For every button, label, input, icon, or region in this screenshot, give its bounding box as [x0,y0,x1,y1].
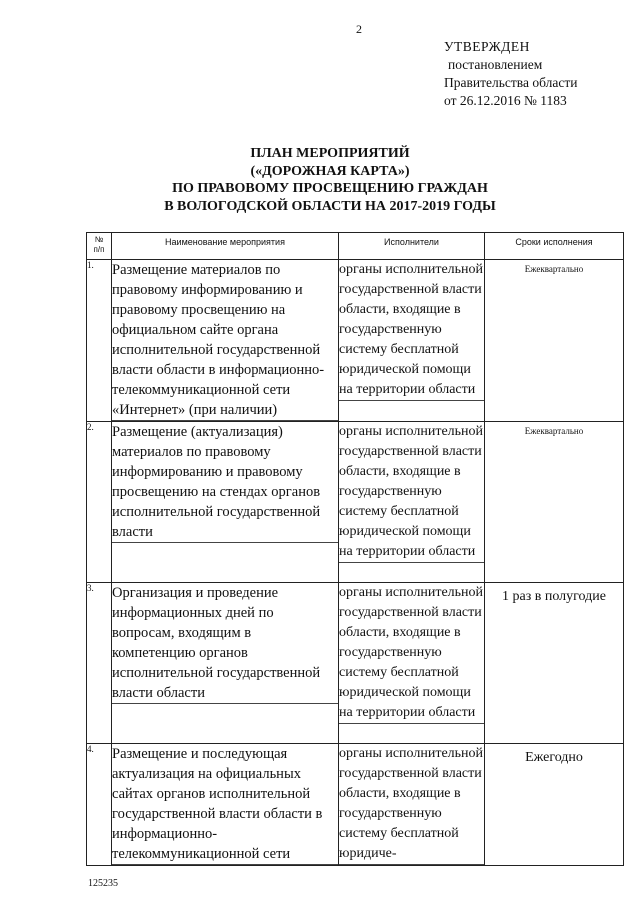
header-num [87,233,112,260]
row-num: 4. [87,744,112,866]
row-term: Ежеквартально [524,426,584,436]
row-executors-cell [339,422,485,583]
header-name-label: Наименование мероприятия [165,237,285,247]
document-title [90,145,570,215]
approval-stamp [444,38,577,110]
row-num: 3. [87,583,112,744]
row-name-cell [112,260,339,422]
header-executors-label: Исполнители [384,237,439,247]
header-executors [339,233,485,260]
header-terms-label: Сроки исполнения [515,237,593,247]
row-name-cell [112,583,339,744]
plan-table [86,232,624,866]
table-row [87,422,624,583]
table-row [87,260,624,422]
row-term-cell [485,260,624,422]
approval-line-3: Правительства области [444,75,578,90]
row-executors: органы исполнительной государственной власти области, входящие в государственную систему бесплатной юридиче- [339,744,484,865]
title-line-2: («ДОРОЖНАЯ КАРТА») [250,163,410,179]
title-line-1: ПЛАН МЕРОПРИЯТИЙ [250,146,410,161]
header-num-line-2: п/п [93,245,105,254]
table-row [87,583,624,744]
row-num: 2. [87,422,112,583]
row-executors: органы исполнительной государственной власти области, входящие в государственную систему бесплатной юридической помощи на территории области [339,260,484,401]
row-name-cell [112,744,339,866]
row-executors-cell [339,260,485,422]
row-name: Размещение (актуализация) материалов по правовому информированию и правовому просвещению на стендах органов исполнительной государственной власти [112,422,338,543]
header-name [112,233,339,260]
table-row [87,744,624,866]
approval-line-2: постановлением [448,57,543,72]
row-num: 1. [87,260,112,422]
table-header-row [87,233,624,260]
row-executors-cell [339,583,485,744]
row-name: Размещение и последующая актуализация на официальных сайтах органов исполнительной государственной власти области в информационно-телекоммуникационной сети [112,744,338,865]
footer-code: 125235 [88,878,118,889]
row-term-cell [485,422,624,583]
row-executors-cell [339,744,485,866]
row-name-cell [112,422,339,583]
row-executors: органы исполнительной государственной власти области, входящие в государственную систему бесплатной юридической помощи на территории области [339,422,484,563]
title-line-4: В ВОЛОГОДСКОЙ ОБЛАСТИ НА 2017-2019 ГОДЫ [164,198,496,214]
row-term: Ежегодно [525,750,583,765]
row-name: Организация и проведение информационных дней по вопросам, входящим в компетенцию органов исполнительной государственной власти области [112,583,338,704]
row-name: Размещение материалов по правовому информированию и правовому просвещению на официальном сайте органа исполнительной государственной власти области в информационно-телекоммуникационной сети «Интернет» (при наличии) [112,260,338,421]
row-term: Ежеквартально [524,264,584,274]
approval-line-4: от 26.12.2016 № 1183 [444,93,567,108]
approval-line-1: УТВЕРЖДЕН [444,39,530,54]
row-term-cell [485,744,624,866]
header-terms [485,233,624,260]
title-line-3: ПО ПРАВОВОМУ ПРОСВЕЩЕНИЮ ГРАЖДАН [172,181,488,196]
row-executors: органы исполнительной государственной власти области, входящие в государственную систему бесплатной юридической помощи на территории области [339,583,484,724]
header-num-line-1: № [94,235,104,244]
page-number: 2 [356,22,362,36]
row-term: 1 раз в полугодие [502,589,606,604]
row-term-cell [485,583,624,744]
